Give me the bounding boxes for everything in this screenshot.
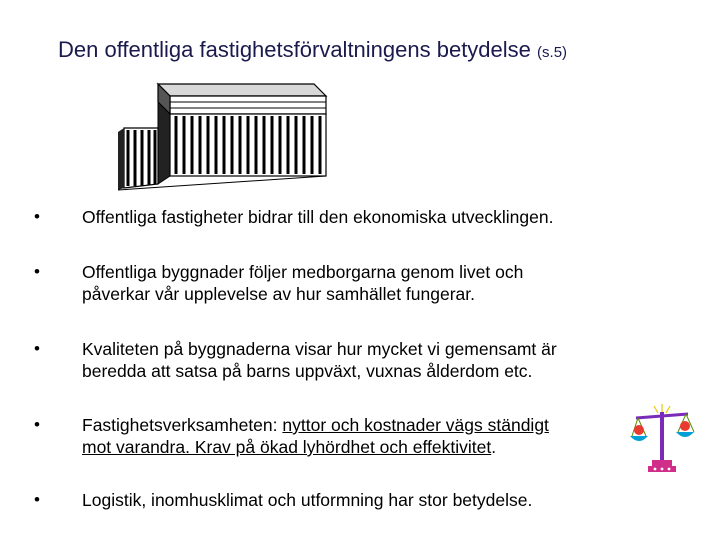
list-item-line [82, 436, 642, 458]
title-page-ref: (s.5) [537, 44, 568, 61]
list-item-line [82, 414, 642, 436]
bullet-marker: • [34, 490, 40, 509]
list-item [82, 338, 642, 382]
bullet-marker: • [34, 207, 40, 226]
list-item-line: Offentliga byggnader följer medborgarna genom livet och [82, 262, 524, 282]
list-item-line: Offentliga fastigheter bidrar till den ekonomiska utvecklingen. [82, 207, 554, 227]
list-item [82, 414, 642, 458]
list-item-line: Logistik, inomhusklimat och utformning har stor betydelse. [82, 490, 533, 510]
list-item [82, 489, 642, 511]
list-item [82, 206, 642, 228]
list-item-line: påverkar vår upplevelse av hur samhället fungerar. [82, 284, 475, 304]
list-item-suffix: . [491, 437, 497, 457]
list-item-line: Kvaliteten på byggnaderna visar hur mycket vi gemensamt är [82, 339, 557, 359]
bullet-marker: • [34, 262, 40, 281]
list-item-prefix: Fastighetsverksamheten: [82, 415, 283, 435]
list-item-line: beredda att satsa på barns uppväxt, vuxnas ålderdom etc. [82, 361, 533, 381]
underlined-text: mot varandra. Krav på ökad lyhördhet och effektivitet [82, 437, 492, 457]
title-text: Den offentliga fastighetsförvaltningens betydelse [58, 37, 531, 62]
bullet-marker: • [34, 339, 40, 358]
underlined-text: nyttor och kostnader vägs ständigt [282, 415, 549, 435]
list-item [82, 261, 642, 305]
bullet-marker: • [34, 415, 40, 434]
